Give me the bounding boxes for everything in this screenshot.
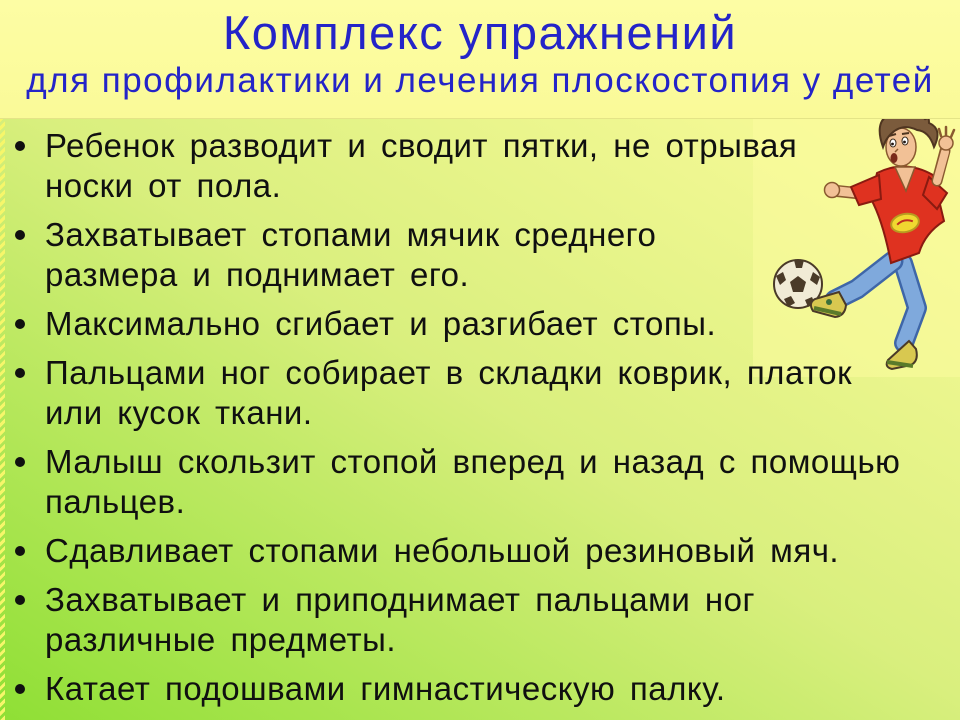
bullet-dot-icon bbox=[15, 230, 25, 240]
bullet-text-line: различные предметы. bbox=[45, 621, 396, 658]
slide-subtitle: для профилактики и лечения плоскостопия у детей bbox=[26, 61, 934, 101]
list-item bbox=[0, 304, 960, 344]
list-item bbox=[0, 669, 960, 709]
bullet-dot-icon bbox=[15, 595, 25, 605]
bullet-text-line: или кусок ткани. bbox=[45, 394, 313, 431]
list-item bbox=[0, 442, 960, 522]
bullet-text-line: Пальцами ног собирает в складки коврик, платок bbox=[45, 354, 853, 391]
list-item bbox=[0, 580, 960, 660]
bullet-text-line: Ребенок разводит и сводит пятки, не отрывая bbox=[45, 127, 798, 164]
bullet-list bbox=[0, 118, 960, 709]
bullet-dot-icon bbox=[15, 319, 25, 329]
bullet-dot-icon bbox=[15, 457, 25, 467]
bullet-dot-icon bbox=[15, 368, 25, 378]
bullet-dot-icon bbox=[15, 141, 25, 151]
bullet-text-line: пальцев. bbox=[45, 483, 186, 520]
bullet-text-line: Сдавливает стопами небольшой резиновый мяч. bbox=[45, 532, 840, 569]
list-item bbox=[0, 531, 960, 571]
bullet-text-line: Захватывает стопами мячик среднего bbox=[45, 216, 657, 253]
bullet-dot-icon bbox=[15, 684, 25, 694]
title-band bbox=[0, 0, 960, 119]
bullet-text-line: Катает подошвами гимнастическую палку. bbox=[45, 670, 726, 707]
slide-title: Комплекс упражнений bbox=[222, 6, 738, 59]
list-item bbox=[0, 215, 960, 295]
bullet-dot-icon bbox=[15, 546, 25, 556]
bullet-text-line: размера и поднимает его. bbox=[45, 256, 470, 293]
bullet-text-line: носки от пола. bbox=[45, 167, 282, 204]
bullet-text-line: Малыш скользит стопой вперед и назад с помощью bbox=[45, 443, 901, 480]
bullet-text-line: Максимально сгибает и разгибает стопы. bbox=[45, 305, 717, 342]
bullet-text-line: Захватывает и приподнимает пальцами ног bbox=[45, 581, 756, 618]
list-item bbox=[0, 353, 960, 433]
list-item bbox=[0, 126, 960, 206]
slide-body bbox=[0, 118, 960, 720]
